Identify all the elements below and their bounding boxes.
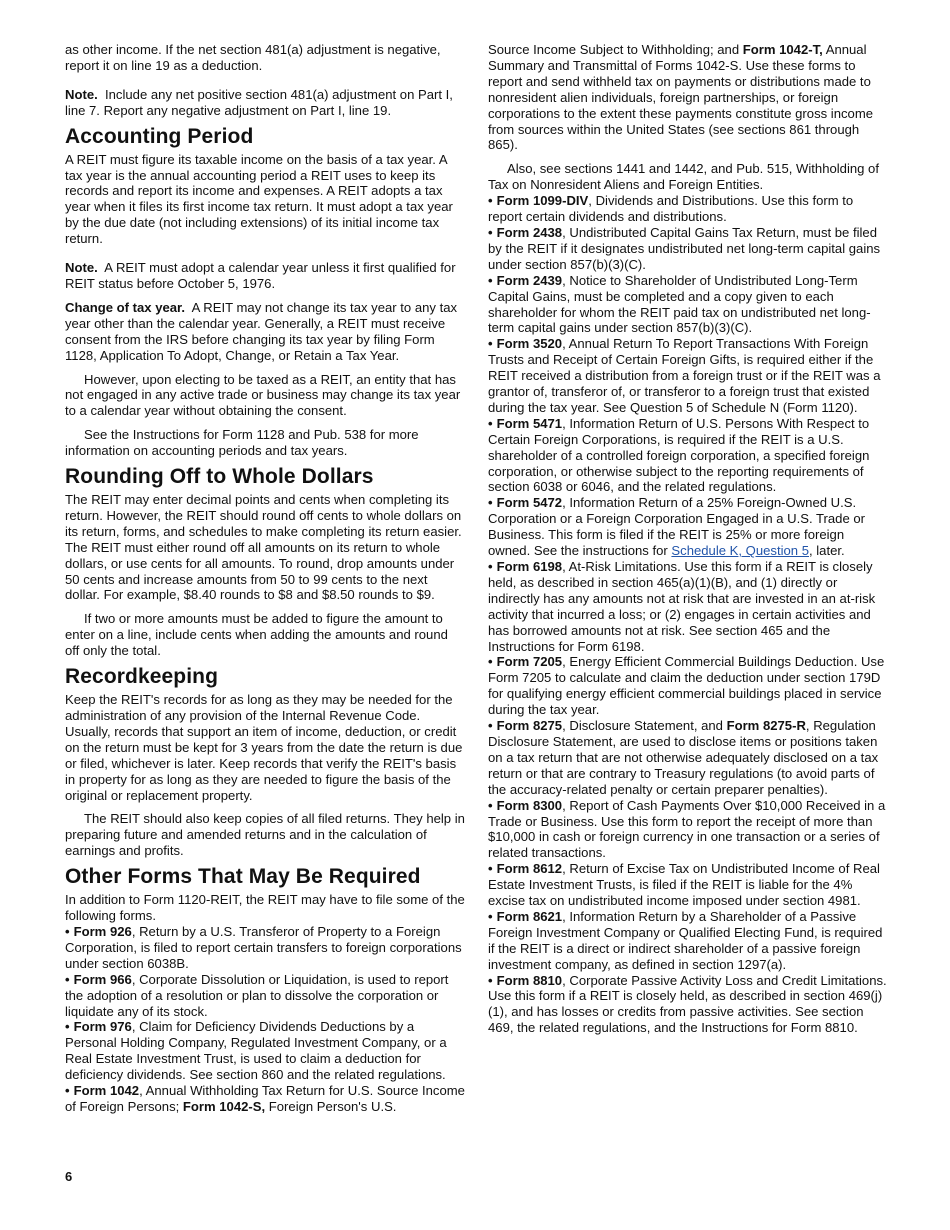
see-1128-paragraph: See the Instructions for Form 1128 and Pub. 538 for more information on accounting periods and tax years. [65,427,419,459]
bullet-icon: • [488,495,493,511]
form-name: Form 7205 [496,654,563,670]
bullet-icon: • [488,908,493,924]
form-description: , Information Return of a 25% Foreign-Owned U.S. Corporation or a Foreign Corporation Engaged in a U.S. Trade or Business. This form is filed if the REIT is 25% or more foreign owned. See the instructions for [488,495,866,559]
bullet-icon: • [488,336,493,352]
form-description: Foreign Person's U.S. [265,1098,397,1114]
form-description: , Corporate Dissolution or Liquidation, is used to report the adoption of a resolution or plan to dissolve the corporation or liquidate any of its stock. [65,971,449,1019]
list-item [488,718,888,798]
bullet-icon: • [488,272,493,288]
left-column [65,42,465,1115]
form-description: , Information Return by a Shareholder of a Passive Foreign Investment Company or Qualified Electing Fund, is required if the REIT is a direct or indirect shareholder of a passive foreign investment company, as defined in section 1297(a). [488,908,883,972]
rounding-paragraph: The REIT may enter decimal points and cents when completing its return. However, the REIT should round off cents to whole dollars on its return, forms, and schedules to make completing its return easier. The REIT must either round off all amounts on its return to whole dollars, or use cents for all amounts. To round, drop amounts under 50 cents and increase amounts from 50 to 99 cents to the next dollar. For example, $8.40 rounds to $8 and $8.50 rounds to $9. [65,492,462,603]
form-name: Form 8275-R [726,718,806,734]
list-item [65,1083,465,1115]
form-name: Form 1099-DIV [496,193,589,209]
continued-text: Source Income Subject to Withholding; and [488,42,743,57]
list-item [488,416,888,496]
rounding-paragraph-2: If two or more amounts must be added to figure the amount to enter on a line, include cents when adding the amounts and round off only the total. [65,611,448,659]
change-tax-year-text: A REIT may not change its tax year to any tax year other than the calendar year. Generally, a REIT must receive consent from the IRS before changing its tax year by filing Form 1128, Application To Adopt, Change, or Retain a Tax Year. [65,299,458,363]
intro-paragraph: as other income. If the net section 481(a) adjustment is negative, report it on line 19 as a deduction. [65,42,441,73]
list-item [488,193,888,225]
accounting-paragraph: A REIT must figure its taxable income on the basis of a tax year. A tax year is the annual accounting period a REIT uses to keep its records and report its income and expenses. A REIT adopts a tax year when it files its first income tax return. It must adopt a tax year by the due date (not including extensions) of its initial income tax return. [65,151,453,247]
bullet-icon: • [488,972,493,988]
note-text: Include any net positive section 481(a) adjustment on Part I, line 7. Report any negative adjustment on Part I, line 19. [65,86,453,118]
form-name: Form 5472 [496,495,563,511]
list-item [488,909,888,973]
list-item [488,336,888,416]
list-item [65,924,465,972]
form-name: Form 2438 [496,224,563,240]
change-tax-year-paragraph [65,300,465,364]
continued-paragraph [488,42,888,153]
form-description: , Regulation Disclosure Statement, are used to disclose items or positions taken on a tax return that are not otherwise adequately disclosed on a tax return or that are contrary to Treasury regulations (to avoid parts of the accuracy-related penalty or certain preparer penalties). [488,718,879,797]
records-paragraph: Keep the REIT's records for as long as they may be needed for the administration of any provision of the Internal Revenue Code. Usually, records that support an item of income, deduction, or credit on the return must be kept for 3 years from the date the return is due or filed, whichever is later. Keep records that verify the REIT's basis in property for as long as they are needed to figure the basis of the original or replacement property. [65,692,463,803]
form-description-end: , later. [809,543,845,559]
form-name: Form 1042 [73,1083,140,1099]
form-description: , Undistributed Capital Gains Tax Return, must be filed by the REIT if it designates undistributed net long-term capital gains under section 857(b)(3)(C). [488,224,881,272]
list-item [488,861,888,909]
form-name: Form 8300 [496,797,563,813]
list-item [488,273,888,337]
bullet-icon: • [65,971,70,987]
bullet-icon: • [488,654,493,670]
form-description: , At-Risk Limitations. Use this form if a REIT is closely held, as described in section 465(a)(1)(B), and (1) directly or indirectly has any amounts not at risk that are invested in an at-risk activity that incurred a loss; or (2) engages in certain activities and has borrowed amounts not at risk. See section 465 and the Instructions for Form 6198. [488,559,876,654]
form-description: , Claim for Deficiency Dividends Deductions by a Personal Holding Company, Regulated Investment Company, or a Real Estate Investment Trust, is used to claim a deduction for deficiency dividends. See section 860 and the related regulations. [65,1019,447,1083]
heading-rounding: Rounding Off to Whole Dollars [65,465,374,489]
form-name: Form 5471 [496,415,563,431]
right-column [488,42,888,1036]
form-description: , Information Return of U.S. Persons With Respect to Certain Foreign Corporations, is required if the REIT is a U.S. shareholder of a controlled foreign corporation, a specified foreign corporation, or otherwise subject to the reporting requirements of section 6038 or 6046, and the related regulations. [488,415,870,495]
records-paragraph-2: The REIT should also keep copies of all filed returns. They help in preparing future and amended returns and in the calculation of earnings and profits. [65,811,465,859]
list-item [488,559,888,654]
form-name: Form 8810 [496,972,563,988]
form-name: Form 966 [73,971,132,987]
form-name: Form 8612 [496,861,563,877]
note-label: Note. [65,86,98,102]
list-item [488,973,888,1037]
page-number: 6 [65,1169,73,1184]
schedule-k-question-5-link[interactable]: Schedule K, Question 5 [671,543,809,559]
heading-accounting-period: Accounting Period [65,124,254,148]
form-name: Form 1042-S, [182,1098,266,1114]
list-item [488,798,888,862]
heading-other-forms: Other Forms That May Be Required [65,865,421,889]
form-name: Form 976 [73,1019,132,1035]
bullet-icon: • [488,797,493,813]
list-item [488,225,888,273]
bullet-icon: • [65,1083,70,1099]
form-name: Form 6198 [496,559,563,574]
however-paragraph: However, upon electing to be taxed as a REIT, an entity that has not engaged in any active trade or business may change its tax year to a calendar year without obtaining the consent. [65,371,461,419]
form-name: Form 8275 [496,718,563,734]
form-name: Form 2439 [496,272,563,288]
form-description: , Dividends and Distributions. Use this form to report certain dividends and distributions. [488,193,854,225]
bullet-icon: • [65,1019,70,1035]
other-forms-paragraph: In addition to Form 1120-REIT, the REIT may have to file some of the following forms. [65,892,465,924]
bullet-icon: • [488,861,493,877]
form-description: , Energy Efficient Commercial Buildings Deduction. Use Form 7205 to calculate and claim the deduction under section 179D for qualifying energy efficient commercial buildings placed in service during the tax year. [488,654,885,718]
bullet-icon: • [488,415,493,431]
heading-recordkeeping: Recordkeeping [65,665,219,689]
bullet-icon: • [488,718,493,734]
form-name: Form 1042-T, [742,42,823,57]
continued-text-2: Annual Summary and Transmittal of Forms 1042-S. Use these forms to report and send withheld tax on payments or distributions made to nonresident alien individuals, foreign partnerships, or foreign corporations to the extent these payments constitute gross income from sources within the United States (see sections 861 through 865). [488,42,874,153]
also-see-paragraph: Also, see sections 1441 and 1442, and Pub. 515, Withholding of Tax on Nonresident Aliens and Foreign Entities. [488,161,879,193]
form-description: , Corporate Passive Activity Loss and Credit Limitations. Use this form if a REIT is closely held, as described in section 469(j)(1), and has losses or credits from passive activities. See section 469, the related regulations, and the Instructions for Form 8810. [488,972,887,1036]
bullet-icon: • [488,224,493,240]
note-paragraph-2 [65,260,465,292]
note-label-2: Note. [65,260,98,276]
form-description: , Return by a U.S. Transferor of Property to a Foreign Corporation, is filed to report certain transfers to foreign corporations under section 6038B. [65,923,462,971]
list-item [488,654,888,718]
form-name: Form 926 [73,923,132,939]
form-description: , Annual Return To Report Transactions With Foreign Trusts and Receipt of Certain Foreign Gifts, is required either if the REIT received a distribution from a foreign trust or if the REIT was a grantor of, transferor of, or transferor to a foreign trust that existed during the tax year. See Question 5 of Schedule N (Form 1120). [488,336,881,415]
note-text-2: A REIT must adopt a calendar year unless it first qualified for REIT status before October 5, 1976. [65,260,456,291]
form-name: Form 3520 [496,336,563,352]
bullet-icon: • [65,923,70,939]
change-tax-year-label: Change of tax year. [65,299,186,315]
bullet-icon: • [488,193,493,209]
bullet-icon: • [488,559,493,574]
note-paragraph [65,87,465,119]
form-name: Form 8621 [496,908,563,924]
form-description: , Report of Cash Payments Over $10,000 Received in a Trade or Business. Use this form to report the receipt of more than $10,000 in cash or foreign currency in one transaction or a series of related transactions. [488,797,886,861]
list-item [65,972,465,1020]
form-description: , Annual Withholding Tax Return for U.S. Source Income of Foreign Persons; [65,1083,465,1114]
form-description: , Disclosure Statement, and [562,718,727,734]
form-description: , Return of Excise Tax on Undistributed Income of Real Estate Investment Trusts, is filed if the REIT is liable for the 4% excise tax on undistributed income imposed under section 4981. [488,861,880,909]
list-item [488,495,888,559]
form-description: , Notice to Shareholder of Undistributed Long-Term Capital Gains, must be completed and a copy given to each shareholder for whom the REIT paid tax on undistributed net long-term capital gains under section 857(b)(3)(C). [488,272,871,336]
list-item [65,1019,465,1083]
